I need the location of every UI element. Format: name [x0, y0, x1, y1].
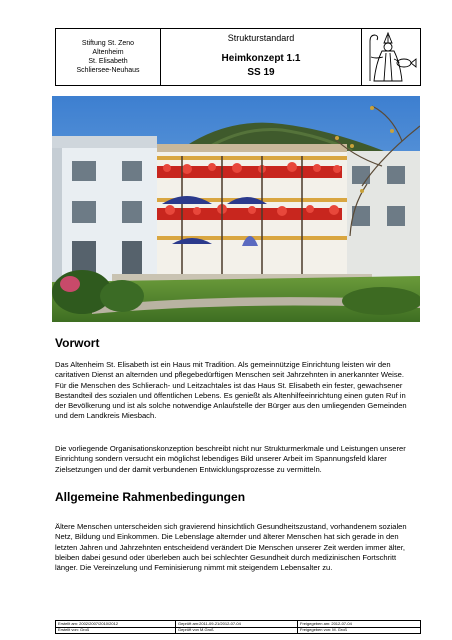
- rahmenbedingungen-paragraph-1: Ältere Menschen unterscheiden sich gravierend hinsichtlich Gesundheitszustand, vorhandenem sozialen Netz, Bildung und Einkommen. Die Lebenslage alternder und älterer Menschen hat sich gerade in den letzten Jahren und Jahrzehnten entscheidend verändert Die Menschen unserer Zeit werden immer älter, bleiben dabei gesund oder überleben auch bei schlechter Gesundheit durch medizinischen Fortschritt länger. Die Vereinzelung und Feminisierung nimmt mit steigendem Lebensalter zu.: [55, 522, 407, 573]
- vorwort-paragraph-2: Die vorliegende Organisationskonzeption beschreibt nicht nur Strukturmerkmale und Leistungen unserer Einrichtung sondern versucht ein möglichst lebendiges Bild unserer Arbeit im Spannungsfeld klarer Zielsetzungen und der damit verbundenen Entwicklungsprozesse zu vermitteln.: [55, 444, 406, 474]
- released-by: Freigegeben von: M. Groß: [300, 627, 347, 632]
- vorwort-paragraph-1: Das Altenheim St. Elisabeth ist ein Haus mit Tradition. Als gemeinnützige Einrichtung leisten wir den caritativen Dienst an alternden und pflegebedürftigen Menschen seit Jahrzehnten in anerkannter Weise. Für die Menschen des Schlierach- und Leitzachtales ist das Haus St. Elisabeth ein fester, gewachsener Bestandteil des sozialen und öffentlichen Lebens. Es genießt als Altenhilfeeinrichtung einen guten Ruf in der Bevölkerung und ist als solche notwendige Anlaufstelle der Bürger aus den umliegenden Gemeinden und dem Landkreis Miesbach.: [55, 360, 407, 421]
- created-date: Erstellt am: 2002/2007/2010/2012: [56, 621, 176, 627]
- saint-bishop-logo-icon: [362, 29, 420, 85]
- org-line: Altenheim: [92, 49, 124, 56]
- created-by: Erstellt von: Groß: [56, 627, 176, 633]
- released-date: Freigegeben am: 2012-07-04: [300, 621, 352, 626]
- document-title: Heimkonzept 1.1: [221, 53, 301, 64]
- logo-cell: [362, 29, 420, 85]
- org-line: St. Elisabeth: [88, 58, 128, 65]
- section-title-vorwort: Vorwort: [55, 336, 100, 350]
- section-title-rahmenbedingungen: Allgemeine Rahmenbedingungen: [55, 490, 246, 504]
- document-header: [55, 28, 421, 86]
- org-line: Schliersee-Neuhaus: [76, 67, 140, 74]
- checked-date: Geprüft am:2011-09-21/2012-07-04: [176, 621, 298, 627]
- footer-row-persons: [56, 627, 420, 633]
- org-line: Stiftung St. Zeno: [81, 40, 135, 47]
- organization-cell: [56, 29, 161, 85]
- document-code: SS 19: [247, 67, 275, 78]
- title-cell: [161, 29, 362, 85]
- nursing-home-photo: [52, 96, 420, 322]
- building-photo-illustration: [52, 96, 420, 322]
- checked-by: Geprüft von M.Groß: [176, 627, 298, 633]
- document-footer: [55, 620, 421, 634]
- standard-label: Strukturstandard: [227, 33, 295, 43]
